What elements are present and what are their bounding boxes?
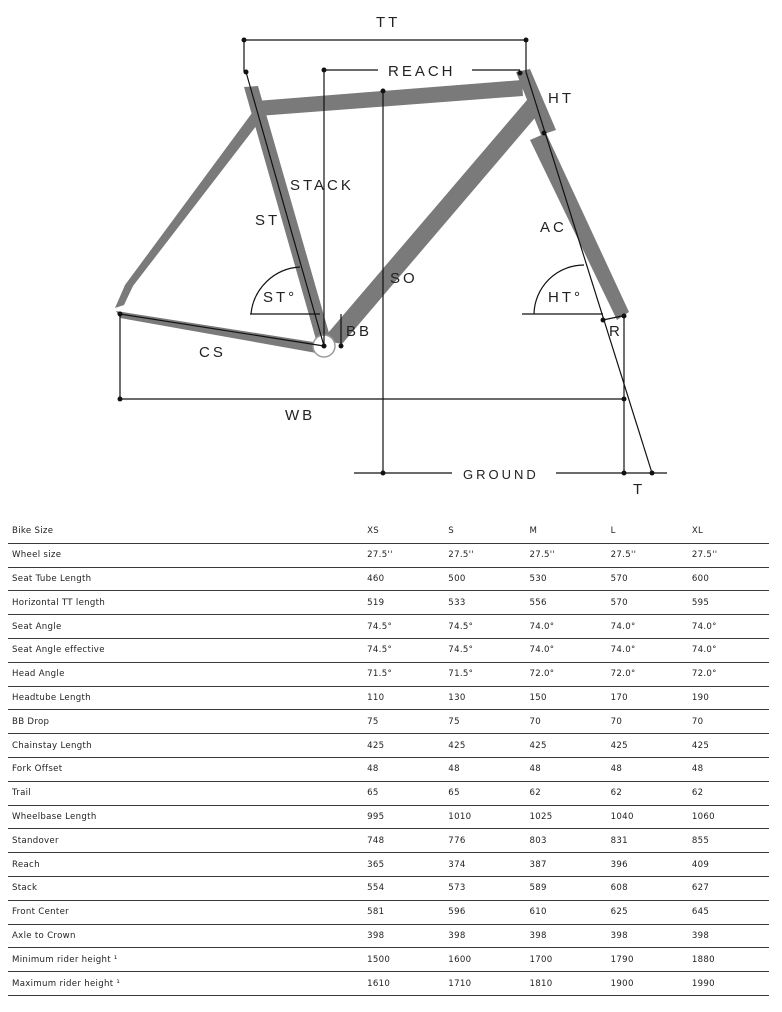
row-value: 1500 — [363, 948, 444, 972]
row-value: 396 — [607, 853, 688, 877]
header-size: S — [444, 520, 525, 543]
row-value: 596 — [444, 900, 525, 924]
row-value: 48 — [688, 757, 769, 781]
row-value: 409 — [688, 853, 769, 877]
geometry-table — [8, 520, 769, 996]
row-value: 519 — [363, 591, 444, 615]
row-value: 425 — [363, 734, 444, 758]
row-value: 70 — [688, 710, 769, 734]
row-value: 581 — [363, 900, 444, 924]
row-value: 595 — [688, 591, 769, 615]
row-value: 27.5'' — [444, 543, 525, 567]
row-value: 1790 — [607, 948, 688, 972]
header-size: M — [525, 520, 606, 543]
table-row — [8, 662, 769, 686]
row-label: Wheel size — [8, 543, 363, 567]
seat-stay — [115, 113, 260, 308]
row-value: 74.0° — [525, 638, 606, 662]
row-value: 425 — [444, 734, 525, 758]
row-value: 48 — [363, 757, 444, 781]
row-value: 365 — [363, 853, 444, 877]
row-value: 460 — [363, 567, 444, 591]
down-tube — [322, 100, 540, 344]
r-label: R — [609, 323, 623, 340]
row-value: 75 — [444, 710, 525, 734]
ground-label: GROUND — [463, 467, 539, 482]
row-label: Horizontal TT length — [8, 591, 363, 615]
row-value: 130 — [444, 686, 525, 710]
so-label: SO — [390, 270, 418, 287]
table-row — [8, 924, 769, 948]
row-value: 625 — [607, 900, 688, 924]
table-row — [8, 543, 769, 567]
table-row — [8, 805, 769, 829]
ac-label: AC — [540, 219, 567, 236]
row-value: 398 — [688, 924, 769, 948]
table-row — [8, 638, 769, 662]
header-size: XS — [363, 520, 444, 543]
row-label: Seat Angle — [8, 615, 363, 639]
row-value: 589 — [525, 876, 606, 900]
row-value: 27.5'' — [363, 543, 444, 567]
row-value: 62 — [525, 781, 606, 805]
row-label: Maximum rider height ¹ — [8, 972, 363, 996]
row-value: 398 — [607, 924, 688, 948]
row-label: Reach — [8, 853, 363, 877]
row-value: 500 — [444, 567, 525, 591]
row-value: 74.5° — [363, 638, 444, 662]
table-row — [8, 686, 769, 710]
row-value: 1040 — [607, 805, 688, 829]
top-tube — [256, 80, 523, 116]
row-value: 627 — [688, 876, 769, 900]
row-value: 1010 — [444, 805, 525, 829]
row-value: 110 — [363, 686, 444, 710]
row-value: 398 — [525, 924, 606, 948]
bike-frame — [115, 69, 629, 354]
row-value: 425 — [688, 734, 769, 758]
geometry-table-body — [8, 520, 769, 995]
cs-line — [120, 314, 324, 346]
row-label: Head Angle — [8, 662, 363, 686]
row-label: Stack — [8, 876, 363, 900]
row-value: 1710 — [444, 972, 525, 996]
row-label: Trail — [8, 781, 363, 805]
cs-label: CS — [199, 344, 226, 361]
row-value: 855 — [688, 829, 769, 853]
st-angle-label: ST° — [263, 289, 298, 306]
row-value: 74.5° — [444, 638, 525, 662]
row-value: 48 — [607, 757, 688, 781]
table-row — [8, 972, 769, 996]
table-row — [8, 734, 769, 758]
row-value: 62 — [688, 781, 769, 805]
row-value: 62 — [607, 781, 688, 805]
row-value: 374 — [444, 853, 525, 877]
reach-label: REACH — [388, 63, 456, 80]
row-label: BB Drop — [8, 710, 363, 734]
row-value: 48 — [525, 757, 606, 781]
wb-label: WB — [285, 407, 316, 424]
row-value: 74.5° — [363, 615, 444, 639]
row-value: 530 — [525, 567, 606, 591]
row-label: Seat Angle effective — [8, 638, 363, 662]
st-label: ST — [255, 212, 281, 229]
row-value: 610 — [525, 900, 606, 924]
row-value: 71.5° — [444, 662, 525, 686]
row-value: 74.0° — [525, 615, 606, 639]
row-value: 150 — [525, 686, 606, 710]
row-value: 600 — [688, 567, 769, 591]
row-value: 74.0° — [607, 615, 688, 639]
row-value: 1600 — [444, 948, 525, 972]
row-value: 72.0° — [688, 662, 769, 686]
row-label: Standover — [8, 829, 363, 853]
row-value: 1990 — [688, 972, 769, 996]
row-value: 71.5° — [363, 662, 444, 686]
row-value: 190 — [688, 686, 769, 710]
row-value: 74.0° — [688, 638, 769, 662]
row-value: 645 — [688, 900, 769, 924]
table-header-row — [8, 520, 769, 543]
row-value: 74.0° — [688, 615, 769, 639]
row-value: 27.5'' — [525, 543, 606, 567]
row-label: Front Center — [8, 900, 363, 924]
row-value: 70 — [607, 710, 688, 734]
row-value: 27.5'' — [607, 543, 688, 567]
table-row — [8, 900, 769, 924]
row-value: 995 — [363, 805, 444, 829]
row-value: 425 — [607, 734, 688, 758]
header-label: Bike Size — [8, 520, 363, 543]
row-value: 1060 — [688, 805, 769, 829]
row-value: 556 — [525, 591, 606, 615]
ht-angle-label: HT° — [548, 289, 583, 306]
row-value: 1900 — [607, 972, 688, 996]
row-value: 398 — [444, 924, 525, 948]
row-value: 74.5° — [444, 615, 525, 639]
row-label: Axle to Crown — [8, 924, 363, 948]
table-row — [8, 781, 769, 805]
bb-label: BB — [346, 323, 373, 340]
table-row — [8, 876, 769, 900]
table-row — [8, 853, 769, 877]
tt-label: TT — [376, 14, 401, 31]
row-value: 65 — [444, 781, 525, 805]
row-value: 48 — [444, 757, 525, 781]
stack-label: STACK — [290, 177, 354, 194]
row-value: 72.0° — [607, 662, 688, 686]
row-value: 74.0° — [607, 638, 688, 662]
header-size: XL — [688, 520, 769, 543]
row-value: 570 — [607, 591, 688, 615]
row-value: 554 — [363, 876, 444, 900]
row-value: 70 — [525, 710, 606, 734]
row-label: Seat Tube Length — [8, 567, 363, 591]
row-label: Headtube Length — [8, 686, 363, 710]
row-value: 387 — [525, 853, 606, 877]
row-value: 75 — [363, 710, 444, 734]
row-value: 608 — [607, 876, 688, 900]
t-label: T — [633, 481, 646, 498]
row-value: 803 — [525, 829, 606, 853]
row-value: 533 — [444, 591, 525, 615]
table-row — [8, 829, 769, 853]
row-value: 831 — [607, 829, 688, 853]
row-value: 573 — [444, 876, 525, 900]
row-label: Fork Offset — [8, 757, 363, 781]
row-value: 65 — [363, 781, 444, 805]
row-value: 170 — [607, 686, 688, 710]
row-value: 1610 — [363, 972, 444, 996]
frame-geometry-diagram — [0, 0, 782, 500]
row-value: 398 — [363, 924, 444, 948]
row-label: Chainstay Length — [8, 734, 363, 758]
row-label: Minimum rider height ¹ — [8, 948, 363, 972]
table-row — [8, 710, 769, 734]
row-value: 570 — [607, 567, 688, 591]
header-size: L — [607, 520, 688, 543]
ht-label: HT — [548, 90, 574, 107]
table-row — [8, 615, 769, 639]
row-label: Wheelbase Length — [8, 805, 363, 829]
row-value: 72.0° — [525, 662, 606, 686]
row-value: 1880 — [688, 948, 769, 972]
row-value: 1700 — [525, 948, 606, 972]
table-row — [8, 591, 769, 615]
row-value: 776 — [444, 829, 525, 853]
table-row — [8, 757, 769, 781]
table-row — [8, 567, 769, 591]
table-row — [8, 948, 769, 972]
row-value: 425 — [525, 734, 606, 758]
row-value: 748 — [363, 829, 444, 853]
row-value: 27.5'' — [688, 543, 769, 567]
row-value: 1025 — [525, 805, 606, 829]
row-value: 1810 — [525, 972, 606, 996]
